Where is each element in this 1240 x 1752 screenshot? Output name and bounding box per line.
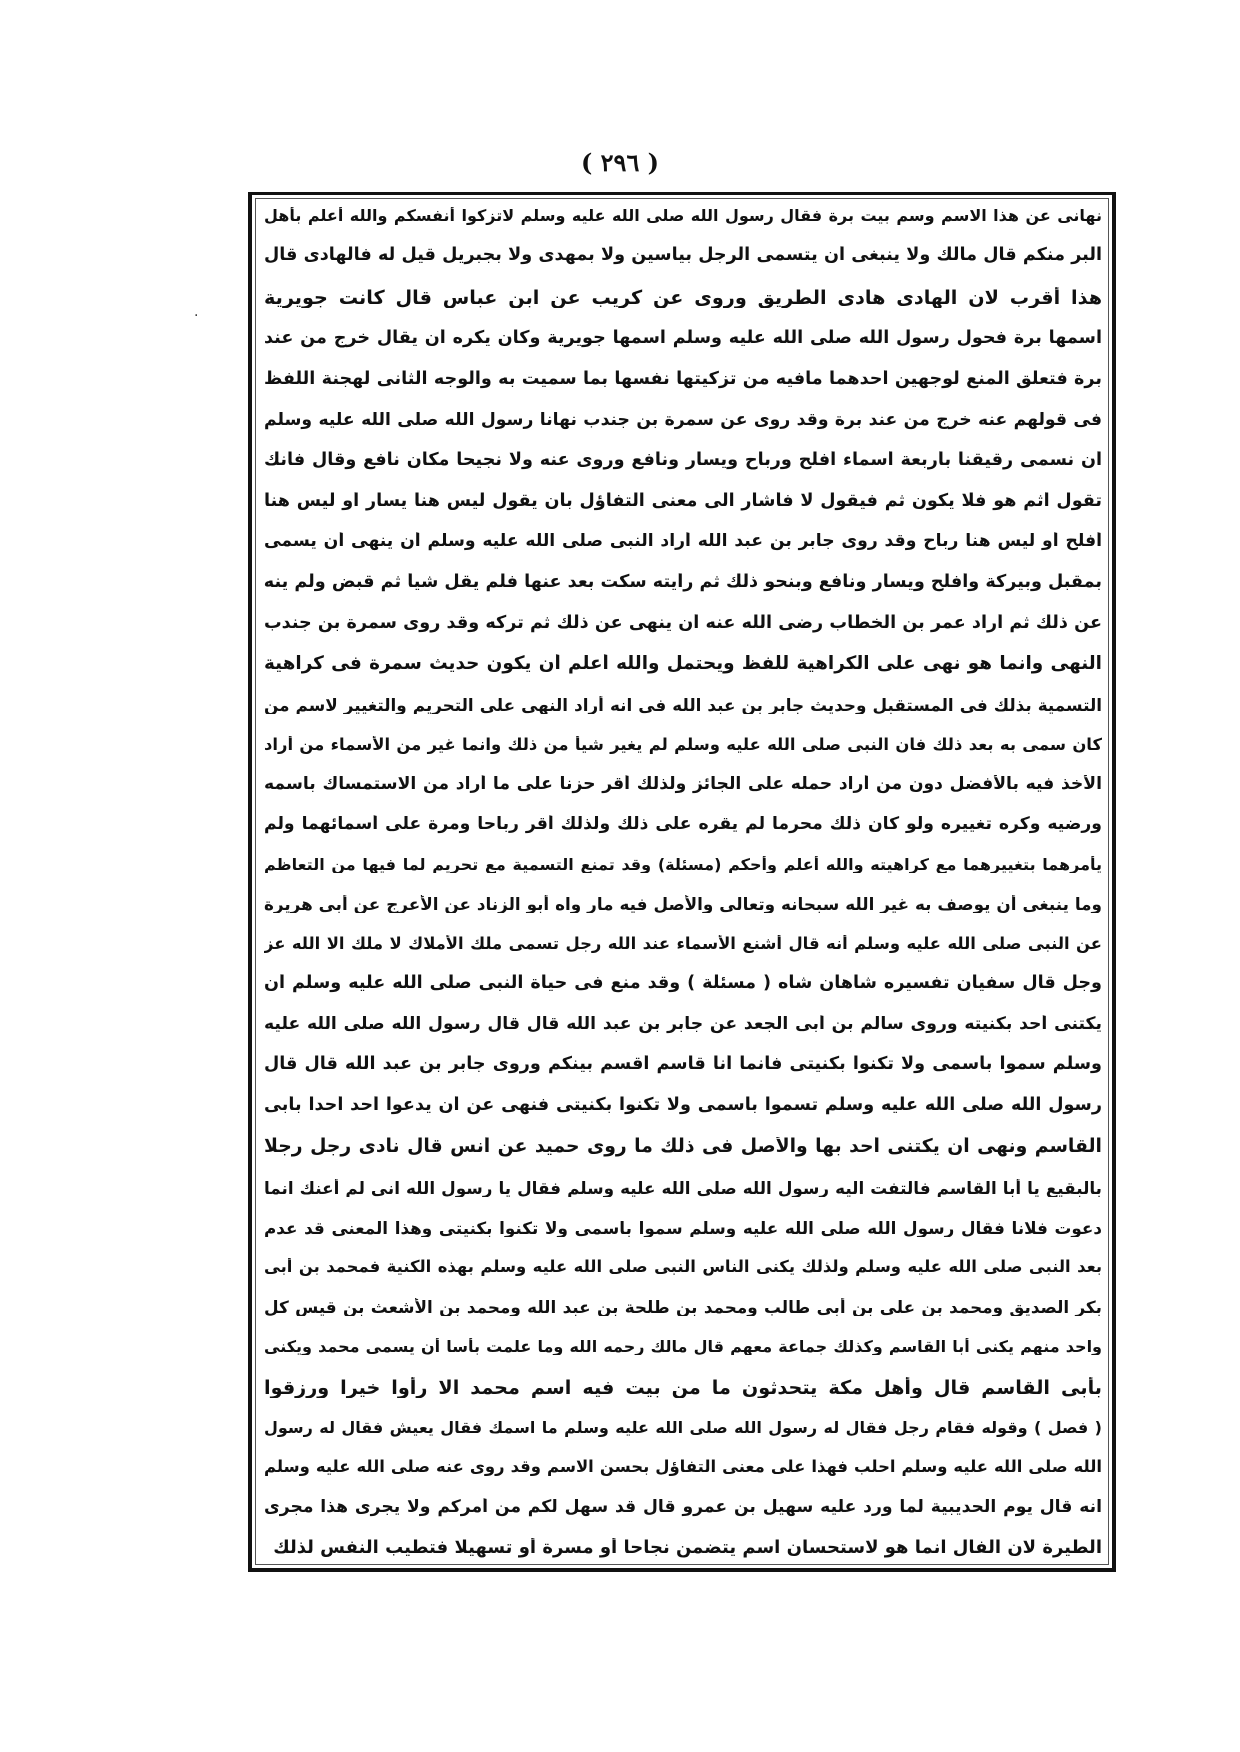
text-line: يأمرهما بتغييرهما مع كراهيته والله أعلم وأحكم (مسئلة) وقد تمنع التسمية مع تحريم لما فيها من التعاظم [264,855,1102,874]
text-line: وما ينبغى أن يوصف به غير الله سبحانه وتعالى والأصل فيه مار واه أبو الزناد عن الأعرج عن أبى هريرة [264,894,1102,914]
body-text [264,207,1102,1558]
text-line: كان سمى به بعد ذلك فان النبى صلى الله عليه وسلم لم يغير شيأ من ذلك وانما غير من الأسماء من أراد [264,735,1102,754]
page-number: ( ٢٩٦ ) [580,148,660,177]
text-line: بعد النبى صلى الله عليه وسلم ولذلك يكنى الناس النبى صلى الله عليه وسلم بهذه الكنية فمحمد بن أبى [264,1258,1102,1277]
text-line: ورضيه وكره تغييره ولو كان ذلك محرما لم يقره على ذلك ولذلك أقر رباحا ومرة على أسمائهما ولم [264,815,1102,835]
text-line: دعوت فلانا فقال رسول الله صلى الله عليه وسلم سموا باسمى ولا تكنوا بكنيتى وهذا المعنى قد عدم [264,1218,1102,1237]
text-line: بمقبل وبيركة وأفلح ويسار ونافع وبنحو ذلك ثم رأيته سكت بعد عنها فلم يقل شيأ ثم قبض ولم ينه [264,572,1102,592]
text-line: اسمها برة فحول رسول الله صلى الله عليه وسلم اسمها جويرية وكان يكره أن يقال خرج من عند [264,329,1102,349]
text-line: ( فصل ) وقوله فقام رجل فقال له رسول الله صلى الله عليه وسلم ما اسمك فقال يعيش فقال له رسول [264,1419,1102,1437]
text-line: بالبقيع يا أبا القاسم فالتفت اليه رسول الله صلى الله عليه وسلم فقال يا رسول الله انى لم أعنك انما [264,1178,1102,1198]
text-line: بكر الصديق ومحمد بن على بن أبى طالب ومحمد بن طلحة بن عبد الله ومحمد بن الأشعث بن قيس كل [264,1297,1102,1317]
text-line: البر منكم قال مالك ولا ينبغى أن يتسمى الرجل بياسين ولا بمهدى ولا بجبريل قيل له فالهادى قال [264,245,1102,265]
text-line: بأبى القاسم قال وأهل مكة يتحدثون ما من بيت فيه اسم محمد الا رأوا خيرا ورزقوا [264,1376,1102,1398]
text-line: عن ذلك ثم أراد عمر بن الخطاب رضى الله عنه أن ينهى عن ذلك ثم تركه وقد روى سمرة بن جندب [264,613,1102,633]
text-line: الطيرة لان الفال انما هو لاستحسان اسم يتضمن نجاحا أو مسرة أو تسهيلا فتطيب النفس لذلك [273,1537,1102,1558]
text-line: الله صلى الله عليه وسلم احلب فهذا على معنى التفاؤل بحسن الاسم وقد روى عنه صلى الله عليه وسلم [264,1458,1102,1477]
margin-mark: · [194,308,199,324]
text-line: واحد منهم يكنى أبا القاسم وكذلك جماعة معهم قال مالك رحمه الله وما علمت بأسا أن يسمى محمد ويكنى [264,1337,1102,1356]
text-line: يكتنى أحد بكنيته وروى سالم بن أبى الجعد عن جابر بن عبد الله قال قال رسول الله صلى الله عليه [264,1014,1102,1034]
text-line: عن النبى صلى الله عليه وسلم أنه قال أشنع الأسماء عند الله رجل تسمى ملك الأملاك لا ملك الا الله عز [264,934,1102,953]
text-line: تقول أثم هو فلا يكون ثم فيقول لا فأشار الى معنى التفاؤل بأن يقول ليس هنا يسار أو ليس هنا [264,491,1102,511]
text-line: هذا أقرب لان الهادى هادى الطريق وروى عن كريب عن ابن عباس قال كانت جويرية [264,286,1102,308]
text-line: القاسم ونهى أن يكتنى أحد بها والأصل فى ذلك ما روى حميد عن أنس قال نادى رجل رجلا [264,1136,1102,1157]
text-line: التسمية بذلك فى المستقبل وحديث جابر بن عبد الله فى انه أراد النهى على التحريم والتغيير لاسم من [264,695,1102,715]
text-frame [248,192,1116,1572]
text-line: وجل قال سفيان تفسيره شاهان شاه ( مسئلة ) وقد منع فى حياة النبى صلى الله عليه وسلم أن [264,974,1102,994]
text-line: برة فتعلق المنع لوجهين أحدهما مافيه من تزكيتها نفسها بما سميت به والوجه الثانى لهجنة اللفظ [264,369,1102,389]
text-line: انه قال يوم الحديبية لما ورد عليه سهيل بن عمرو قال قد سهل لكم من أمركم ولا يجرى هذا مجرى [264,1497,1102,1517]
text-line: نهانى عن هذا الاسم وسم بيت برة فقال رسول الله صلى الله عليه وسلم لاتزكوا أنفسكم والله أعلم بأهل [264,207,1102,225]
text-line: النهى وانما هو نهى على الكراهية للفظ ويحتمل والله أعلم أن يكون حديث سمرة فى كراهية [264,654,1102,675]
text-line: رسول الله صلى الله عليه وسلم تسموا باسمى ولا تكنوا بكنيتى فنهى عن أن يدعوا أحد أحدا بأبى [264,1095,1102,1115]
text-line: أفلح أو ليس هنا رباح وقد روى جابر بن عبد الله أراد النبى صلى الله عليه وسلم أن ينهى أن يسمى [264,532,1102,552]
text-line: وسلم سموا باسمى ولا تكنوا بكنيتى فانما أنا قاسم أقسم بينكم وروى جابر بن عبد الله قال قال [264,1055,1102,1075]
text-line: أن نسمى رقيقنا بأربعة أسماء أفلح ورباح ويسار ونافع وروى عنه ولا نجيحا مكان نافع وقال فانك [264,451,1102,470]
text-line: فى قولهم عنه خرج من عند برة وقد روى عن سمرة بن جندب نهانا رسول الله صلى الله عليه وسلم [264,410,1102,430]
text-line: الأخذ فيه بالأفضل دون من أراد حمله على الجائز ولذلك أقر حزنا على ما أراد من الاستمساك باسمه [264,775,1102,795]
